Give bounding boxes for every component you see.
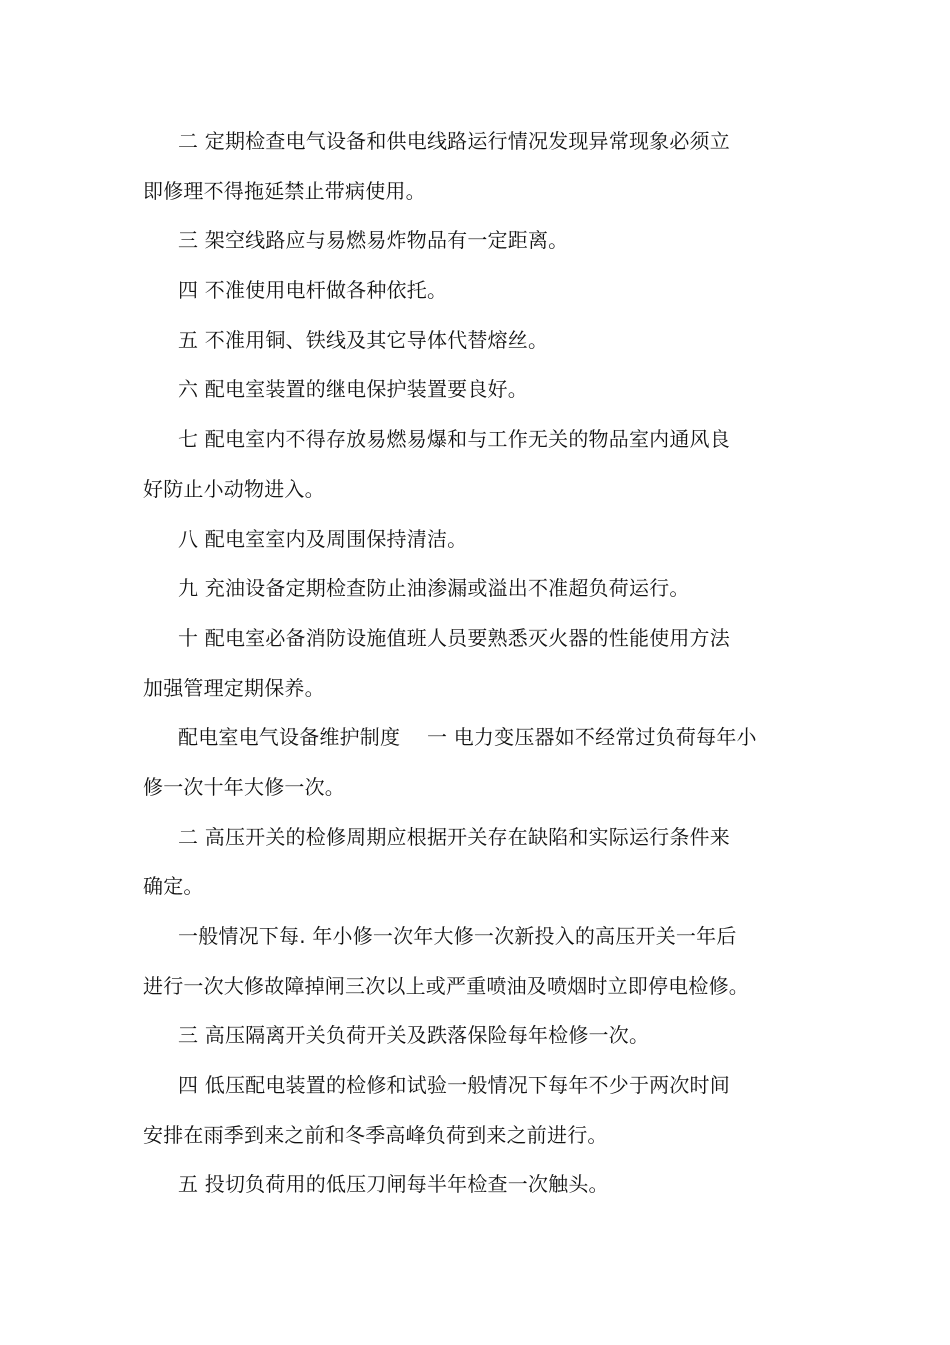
text-line: 即修理不得拖延禁止带病使用。 xyxy=(143,178,426,203)
text-line: 五 投切负荷用的低压刀闸每半年检查一次触头。 xyxy=(178,1172,609,1197)
text-line: 三 架空线路应与易燃易炸物品有一定距离。 xyxy=(178,228,569,253)
text-line: 好防止小动物进入。 xyxy=(143,476,325,501)
text-line: 七 配电室内不得存放易燃易爆和与工作无关的物品室内通风良 xyxy=(178,427,730,452)
text-line: 四 不准使用电杆做各种依托。 xyxy=(178,278,448,303)
text-line: 修一次十年大修一次。 xyxy=(143,774,345,799)
text-line: 九 充油设备定期检查防止油渗漏或溢出不准超负荷运行。 xyxy=(178,576,690,601)
text-line: 加强管理定期保养。 xyxy=(143,675,325,700)
text-line: 二 高压开关的检修周期应根据开关存在缺陷和实际运行条件来 xyxy=(178,824,730,849)
text-line: 四 低压配电装置的检修和试验一般情况下每年不少于两次时间 xyxy=(178,1073,730,1098)
text-line: 八 配电室室内及周围保持清洁。 xyxy=(178,526,468,551)
text-line: 安排在雨季到来之前和冬季高峰负荷到来之前进行。 xyxy=(143,1122,608,1147)
text-line: 进行一次大修故障掉闸三次以上或严重喷油及喷烟时立即停电检修。 xyxy=(143,973,749,998)
text-line: 确定。 xyxy=(143,874,204,899)
document-body xyxy=(143,122,783,1215)
text-line: 十 配电室必备消防设施值班人员要熟悉灭火器的性能使用方法 xyxy=(178,625,730,650)
text-line: 二 定期检查电气设备和供电线路运行情况发现异常现象必须立 xyxy=(178,129,730,153)
text-line: 配电室电气设备维护制度 一 电力变压器如不经常过负荷每年小 xyxy=(178,725,757,750)
text-line: 一般情况下每. 年小修一次年大修一次新投入的高压开关一年后 xyxy=(178,924,737,948)
text-line: 五 不准用铜、铁线及其它导体代替熔丝。 xyxy=(178,327,549,352)
text-line: 六 配电室装置的继电保护装置要良好。 xyxy=(178,377,528,402)
text-line: 三 高压隔离开关负荷开关及跌落保险每年检修一次。 xyxy=(178,1023,650,1048)
